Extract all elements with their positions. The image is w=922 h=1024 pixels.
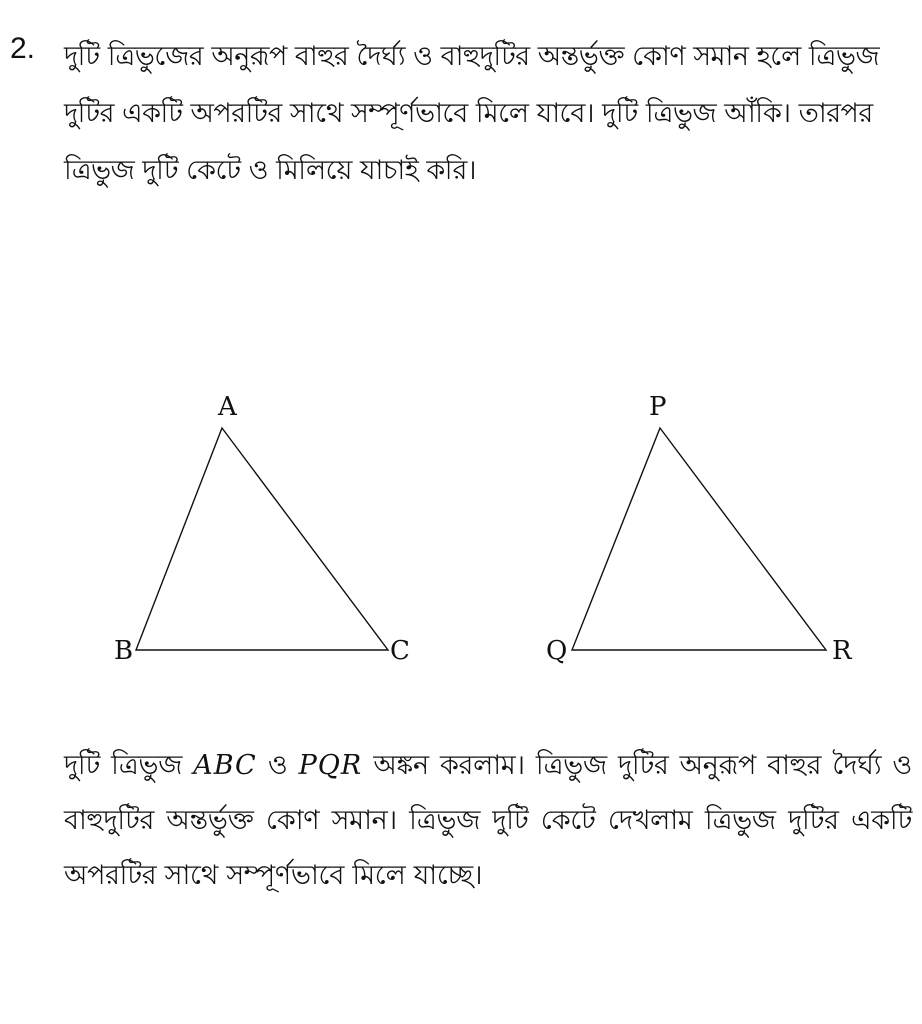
triangles-svg (0, 380, 922, 680)
triangle-name-abc: ABC (193, 750, 257, 781)
question-number: 2. (10, 32, 36, 65)
triangle-figure (0, 380, 922, 680)
answer-part-2: ও (256, 750, 299, 781)
triangle-abc (136, 428, 388, 650)
answer-text (64, 738, 912, 903)
question-text: দুটি ত্রিভুজের অনুরূপ বাহুর দৈর্ঘ্য ও বাহুদুটির অন্তর্ভুক্ত কোণ সমান হলে ত্রিভুজ দুটির একটি অপরটির সাথে সম্পূর্ণভাবে মিলে যাবে। দুটি ত্রিভুজ আঁকি। তারপর ত্রিভুজ দুটি কেটে ও মিলিয়ে যাচাই করি। (64, 41, 880, 186)
triangle-pqr (572, 428, 826, 650)
vertex-label-b: B (114, 636, 134, 666)
vertex-label-p: P (649, 392, 667, 422)
vertex-label-r: R (832, 636, 852, 666)
triangle-name-pqr: PQR (298, 750, 363, 781)
vertex-label-a: A (218, 392, 237, 422)
answer-part-1: দুটি ত্রিভুজ (64, 750, 194, 781)
vertex-label-q: Q (546, 636, 568, 666)
answer-part-3: অঙ্কন করলাম। ত্রিভুজ দুটির অনুরূপ বাহুর দৈর্ঘ্য ও বাহুদুটির অন্তর্ভুক্ত কোণ সমান। ত্রিভুজ দুটি কেটে দেখলাম ত্রিভুজ দুটির একটি অপরটির সাথে সম্পূর্ণভাবে মিলে যাচ্ছে। (64, 750, 912, 891)
vertex-label-c: C (390, 636, 410, 666)
